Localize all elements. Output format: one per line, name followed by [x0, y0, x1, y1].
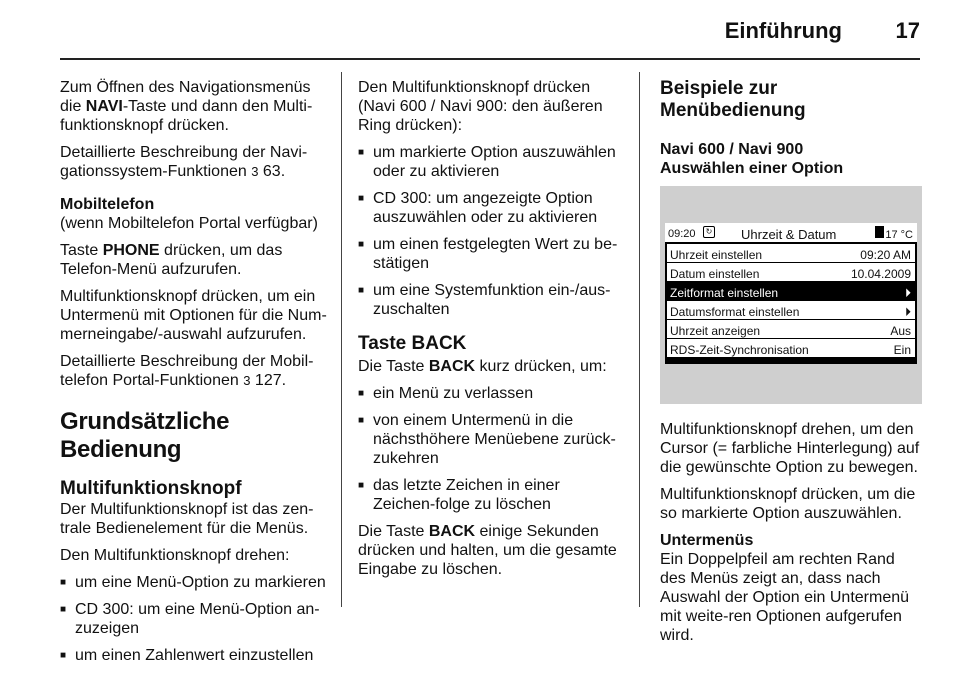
display-screen [665, 223, 917, 364]
screen-status-bar [665, 223, 917, 242]
list-item: ■ um eine Menü-Option zu markieren [60, 573, 328, 592]
list-item: ■ ein Menü zu verlassen [358, 384, 623, 403]
subsection-heading: Untermenüs [660, 532, 754, 549]
paragraph: Taste PHONE drücken, um das Telefon-Menü aufzurufen. [60, 242, 283, 278]
screen-illustration [660, 186, 922, 404]
paragraph: Den Multifunktionsknopf drehen: [60, 547, 290, 564]
paragraph: Zum Öffnen des Navigationsmenüs die NAVI-Taste und dann den Multi-funktionsknopf drücken. [60, 79, 313, 134]
paragraph: Multifunktionsknopf drehen, um den Cursor (= farbliche Hinterlegung) auf die gewünschte Option zu bewegen. [660, 421, 920, 476]
menu-option: Datum einstellen 10.04.2009 [667, 263, 915, 281]
reference-arrow-icon: 3 [243, 373, 251, 388]
section-heading: Taste BACK [358, 333, 467, 354]
paragraph: Der Multifunktionsknopf ist das zen-trale Bedienelement für die Menüs. [60, 501, 314, 537]
section-heading: Beispiele zur Menübedienung [660, 78, 806, 121]
menu-option: RDS-Zeit-Synchronisation Ein [667, 339, 915, 357]
list-item: ■ um markierte Option auszuwählen oder zu aktivieren [358, 143, 623, 181]
chapter-heading: Grundsätzliche Bedienung [60, 408, 230, 463]
section-heading: Mobiltelefon [60, 196, 155, 213]
menu-option: Uhrzeit anzeigen Aus [667, 320, 915, 338]
section-heading: Multifunktionsknopf [60, 478, 242, 499]
paragraph: Die Taste BACK einige Sekunden drücken und halten, um die gesamte Eingabe zu löschen. [358, 523, 617, 578]
menu-option: Datumsformat einstellen ⏵ [667, 301, 915, 319]
reference-arrow-icon: 3 [251, 164, 259, 179]
list-item: ■ um eine Systemfunktion ein-/aus-zuschalten [358, 281, 623, 319]
list-item: ■ um einen Zahlenwert einzustellen [60, 646, 328, 665]
subsection-heading: Auswählen einer Option [660, 160, 844, 177]
sync-icon: ↻ [703, 226, 715, 238]
submenu-arrow-icon: ⏵ [904, 305, 911, 319]
screen-clock: 09:20 [668, 228, 696, 240]
screen-title: Uhrzeit & Datum [741, 227, 837, 242]
column-divider [341, 72, 342, 607]
page-number: 17 [895, 18, 920, 43]
page-header [60, 0, 920, 60]
paragraph: Den Multifunktionsknopf drücken (Navi 600 / Navi 900: den äußeren Ring drücken): [358, 79, 603, 134]
paragraph: Multifunktionsknopf drücken, um ein Untermenü mit Optionen für die Num-merneingabe/-auswahl aufzurufen. [60, 288, 327, 343]
paragraph: Ein Doppelpfeil am rechten Rand des Menüs zeigt an, dass nach Auswahl der Option ein Untermenü mit weite-ren Optionen aufgerufen wird. [660, 551, 910, 644]
screen-temperature: 17 °C [885, 229, 913, 241]
paragraph: Die Taste BACK kurz drücken, um: [358, 358, 607, 375]
subsection-heading: Navi 600 / Navi 900 [660, 141, 804, 158]
paragraph: (wenn Mobiltelefon Portal verfügbar) [60, 215, 318, 232]
menu-option-selected: Zeitformat einstellen ⏵ [667, 282, 915, 300]
paragraph: Multifunktionsknopf drücken, um die so markierte Option auszuwählen. [660, 486, 916, 522]
list-item: ■ das letzte Zeichen in einer Zeichen-folge zu löschen [358, 476, 623, 514]
column-divider [639, 72, 640, 607]
page-title: Einführung [724, 18, 842, 43]
phone-icon [875, 226, 884, 238]
list-item: ■ von einem Untermenü in die nächsthöhere Menüebene zurück-zukehren [358, 411, 623, 468]
menu-option: Uhrzeit einstellen 09:20 AM [667, 244, 915, 262]
column-1 [60, 78, 328, 673]
list-item: ■ CD 300: um eine Menü-Option an-zuzeigen [60, 600, 328, 638]
paragraph: Detaillierte Beschreibung der Navi-gationssystem-Funktionen 3 63. [60, 144, 308, 180]
column-3 [660, 78, 922, 653]
column-2 [358, 78, 623, 587]
submenu-arrow-icon: ⏵ [904, 286, 911, 300]
list-item: ■ CD 300: um angezeigte Option auszuwählen oder zu aktivieren [358, 189, 623, 227]
paragraph: Detaillierte Beschreibung der Mobil-telefon Portal-Funktionen 3 127. [60, 353, 314, 389]
list-item: ■ um einen festgelegten Wert zu be-stätigen [358, 235, 623, 273]
